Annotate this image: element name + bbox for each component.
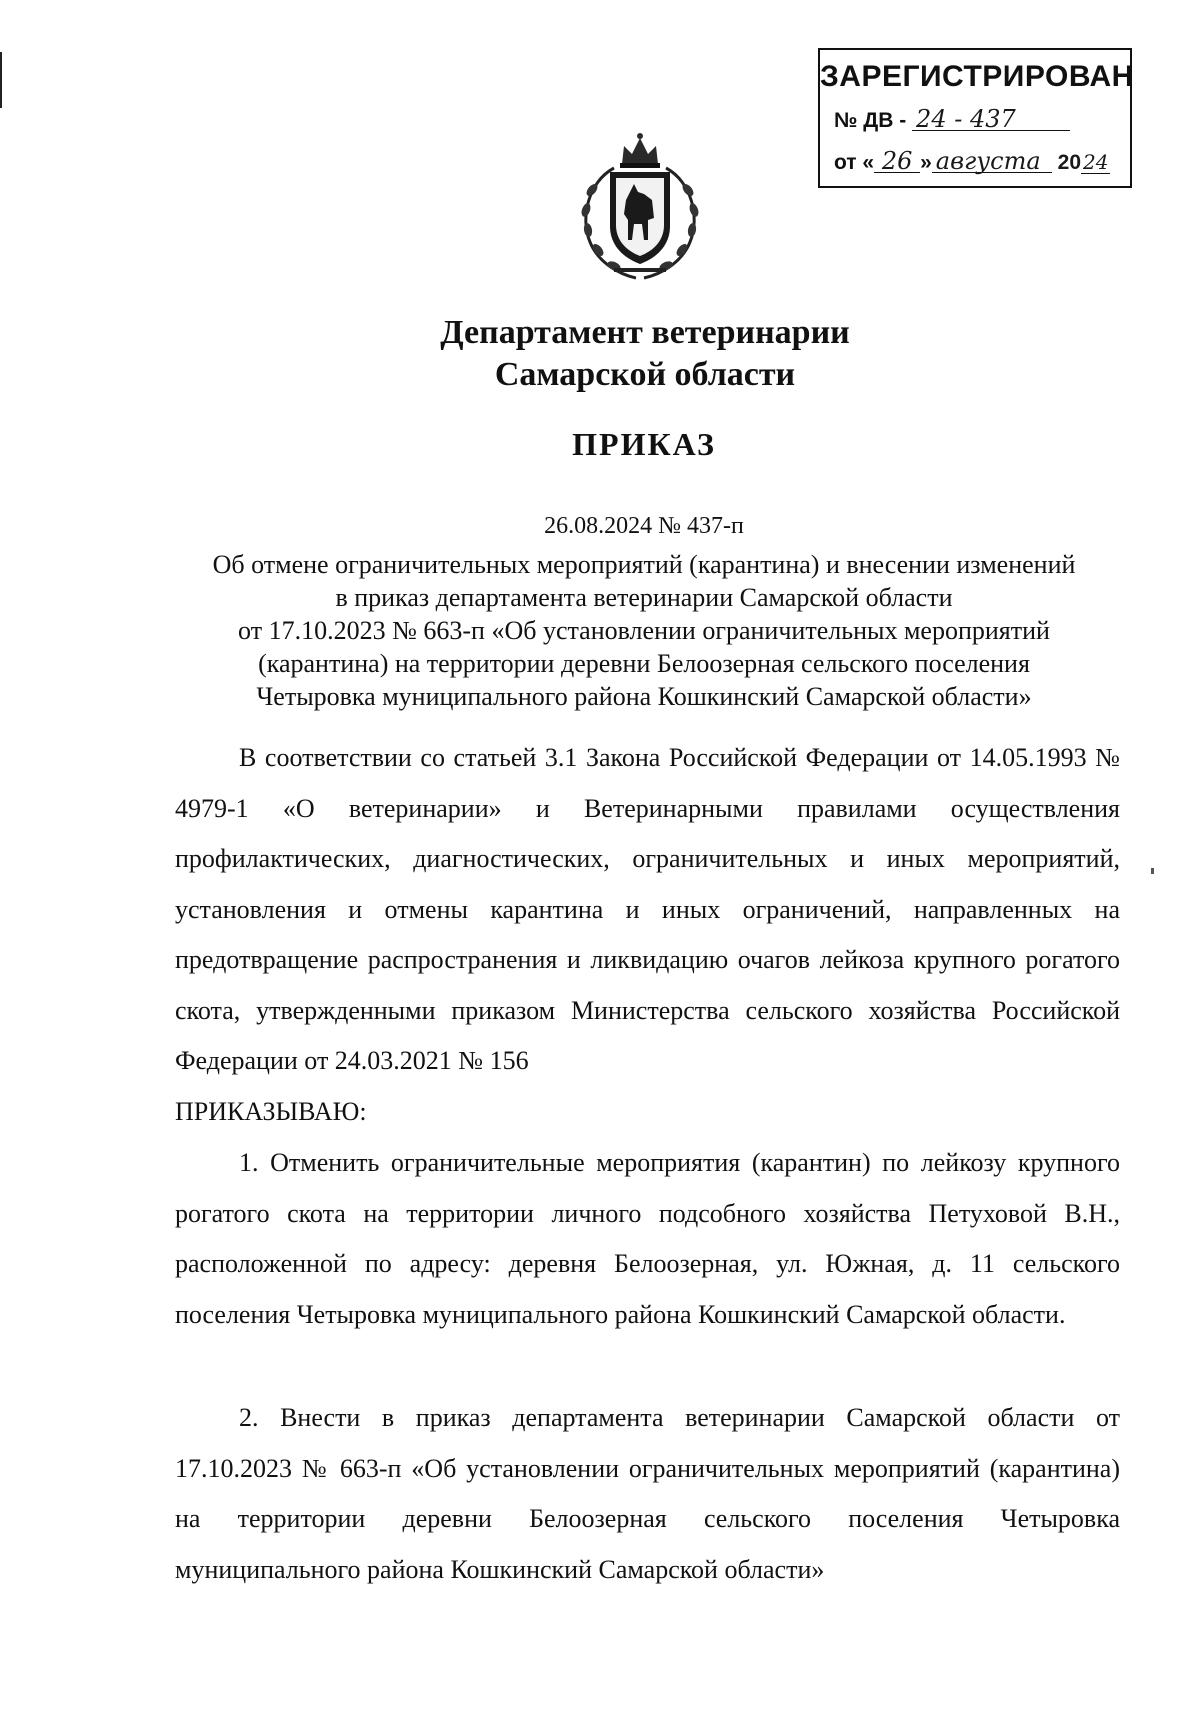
item-2-section (175, 1393, 1120, 1595)
stamp-number-label: № ДВ - (834, 109, 907, 132)
scan-speck (1151, 868, 1154, 874)
order-subject (0, 548, 1200, 713)
subject-line: Четыровка муниципального района Кошкинский Самарской области» (256, 682, 1032, 711)
subject-line: от 17.10.2023 № 663-п «Об установлении ограничительных мероприятий (238, 616, 1050, 645)
stamp-year-suffix: 24 (1083, 150, 1109, 174)
department-name (0, 312, 1200, 396)
stamp-year-prefix: 20 (1057, 151, 1081, 174)
preamble-section (175, 733, 1120, 1137)
stamp-month-handwritten: августа (932, 150, 1052, 173)
stamp-year (1058, 151, 1111, 175)
department-line-1: Департамент ветеринарии (440, 314, 850, 351)
item-2-paragraph: 2. Внести в приказ департамента ветеринарии Самарской области от 17.10.2023 № 663-п «Об установлении ограничительных мероприятий (карантина) на территории деревни Белоозерная сельского поселения Четыровка муниципального района Кошкинский Самарской области» (175, 1403, 1120, 1584)
item-1-paragraph: 1. Отменить ограничительные мероприятия (карантин) по лейкозу крупного рогатого скота на территории личного подсобного хозяйства Петуховой В.Н., расположенной по адресу: деревня Белоозерная, ул. Южная, д. 11 сельского поселения Четыровка муниципального района Кошкинский Самарской области. (175, 1148, 1120, 1329)
samara-coat-of-arms-icon (574, 130, 706, 282)
stamp-number-handwritten: 24 - 437 (912, 108, 1070, 131)
subject-line: (карантина) на территории деревни Белоозерная сельского поселения (258, 649, 1030, 678)
scan-edge-mark (0, 52, 2, 108)
subject-line: в приказ департамента ветеринарии Самарской области (335, 583, 953, 612)
registration-stamp (818, 48, 1132, 188)
stamp-title: ЗАРЕГИСТРИРОВАН (820, 60, 1134, 93)
preamble-paragraph: В соответствии со статьей 3.1 Закона Российской Федерации от 14.05.1993 № 4979-1 «О ветеринарии» и Ветеринарными правилами осуществления профилактических, диагностических, ограничительных и иных мероприятий, установления и отмены карантина и иных ограничений, направленных на предотвращение распространения и ликвидацию очагов лейкоза крупного рогатого скота, утвержденными приказом Министерства сельского хозяйства Российской Федерации от 24.03.2021 № 156 (175, 743, 1120, 1075)
stamp-date-label: от « (834, 151, 875, 174)
order-date-number: 26.08.2024 № 437-п (544, 513, 744, 539)
stamp-close-quote: » (920, 151, 932, 174)
subject-line: Об отмене ограничительных мероприятий (карантина) и внесении изменений (212, 550, 1076, 579)
order-word: ПРИКАЗЫВАЮ: (175, 1096, 367, 1126)
stamp-date-row (834, 147, 1114, 175)
item-1-section (175, 1138, 1120, 1340)
stamp-number-row (834, 105, 1114, 133)
document-type-title: ПРИКАЗ (572, 426, 716, 462)
stamp-day-handwritten: 26 (874, 150, 920, 173)
department-line-2: Самарской области (494, 356, 796, 393)
